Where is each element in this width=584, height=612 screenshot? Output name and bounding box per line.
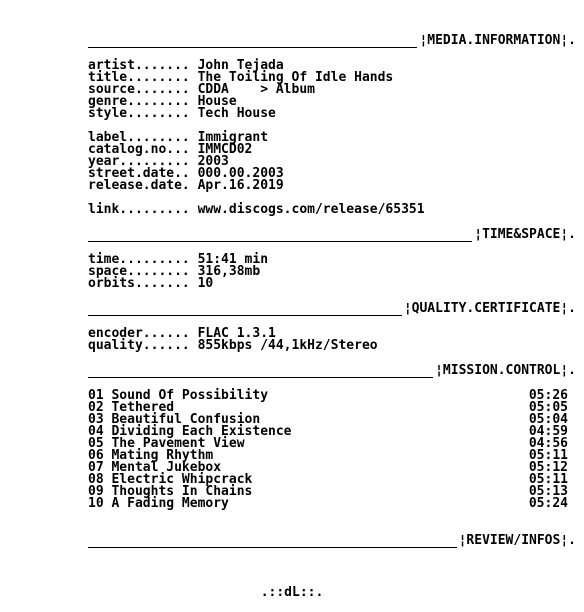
source-value: CDDA > Album <box>197 82 315 97</box>
field-key: quality...... <box>88 338 190 353</box>
field-key: artist....... <box>88 58 190 73</box>
link-value: www.discogs.com/release/65351 <box>197 202 425 217</box>
track-title: 04 Dividing Each Existence <box>88 424 292 439</box>
field-key: title........ <box>88 70 190 85</box>
field-key: catalog.no... <box>88 142 190 157</box>
field-key: orbits....... <box>88 276 190 291</box>
field-key: release.date. <box>88 178 190 193</box>
track-title: 01 Sound Of Possibility <box>88 388 269 403</box>
label-value: Immigrant <box>197 130 269 145</box>
track-title: 05 The Pavement View <box>88 436 245 451</box>
track-length: 04:56 <box>528 436 568 451</box>
genre-value: House <box>197 94 237 109</box>
header-rule <box>88 37 417 48</box>
field-key: space........ <box>88 264 190 279</box>
track-title: 03 Beautiful Confusion <box>88 412 261 427</box>
orbits-value: 10 <box>197 276 214 291</box>
time-space-header <box>88 228 576 242</box>
artist-value: John Tejada <box>197 58 284 73</box>
header-label: ¦QUALITY.CERTIFICATE¦. <box>403 301 576 316</box>
link-row <box>88 204 576 216</box>
encoder-value: FLAC 1.3.1 <box>197 326 276 341</box>
track-title: 07 Mental Jukebox <box>88 460 222 475</box>
field-key: year......... <box>88 154 190 169</box>
track-row <box>88 498 576 510</box>
mission-control-header <box>88 364 576 378</box>
track-length: 05:13 <box>528 484 568 499</box>
time-value: 51:41 min <box>197 252 269 267</box>
style-value: Tech House <box>197 106 276 121</box>
track-length: 04:59 <box>528 424 568 439</box>
field-key: label........ <box>88 130 190 145</box>
track-title: 08 Electric Whipcrack <box>88 472 253 487</box>
field-key: source....... <box>88 82 190 97</box>
review-infos-header <box>88 534 576 548</box>
quality-certificate-header <box>88 302 576 316</box>
track-title: 09 Thoughts In Chains <box>88 484 253 499</box>
track-length: 05:04 <box>528 412 568 427</box>
year-value: 2003 <box>197 154 229 169</box>
footer-signature: .::dL::. <box>260 585 324 600</box>
media-information-header <box>88 34 576 48</box>
header-rule <box>88 305 402 316</box>
track-length: 05:11 <box>528 448 568 463</box>
style-row <box>88 108 576 120</box>
header-label: ¦MEDIA.INFORMATION¦. <box>419 33 576 48</box>
release-date-value: Apr.16.2019 <box>197 178 284 193</box>
track-title: 02 Tethered <box>88 400 175 415</box>
track-length: 05:26 <box>528 388 568 403</box>
release-date-row <box>88 180 576 192</box>
header-rule <box>88 231 472 242</box>
track-title: 06 Mating Rhythm <box>88 448 214 463</box>
field-key: link......... <box>88 202 190 217</box>
track-length: 05:12 <box>528 460 568 475</box>
track-length: 05:11 <box>528 472 568 487</box>
track-title: 10 A Fading Memory <box>88 496 229 511</box>
quality-row <box>88 340 576 352</box>
header-label: ¦REVIEW/INFOS¦. <box>458 533 576 548</box>
header-label: ¦MISSION.CONTROL¦. <box>435 363 576 378</box>
field-key: style........ <box>88 106 190 121</box>
header-label: ¦TIME&SPACE¦. <box>474 227 576 242</box>
nfo-document <box>88 34 576 548</box>
space-value: 316,38mb <box>197 264 261 279</box>
header-rule <box>88 537 457 548</box>
field-key: genre........ <box>88 94 190 109</box>
street-date-value: 000.00.2003 <box>197 166 284 181</box>
track-length: 05:24 <box>528 496 568 511</box>
orbits-row <box>88 278 576 290</box>
title-value: The Toiling Of Idle Hands <box>197 70 394 85</box>
header-rule <box>88 367 433 378</box>
field-key: encoder...... <box>88 326 190 341</box>
field-key: street.date.. <box>88 166 190 181</box>
catalog-value: IMMCD02 <box>197 142 253 157</box>
field-key: time......... <box>88 252 190 267</box>
quality-value: 855kbps /44,1kHz/Stereo <box>197 338 378 353</box>
track-length: 05:05 <box>528 400 568 415</box>
